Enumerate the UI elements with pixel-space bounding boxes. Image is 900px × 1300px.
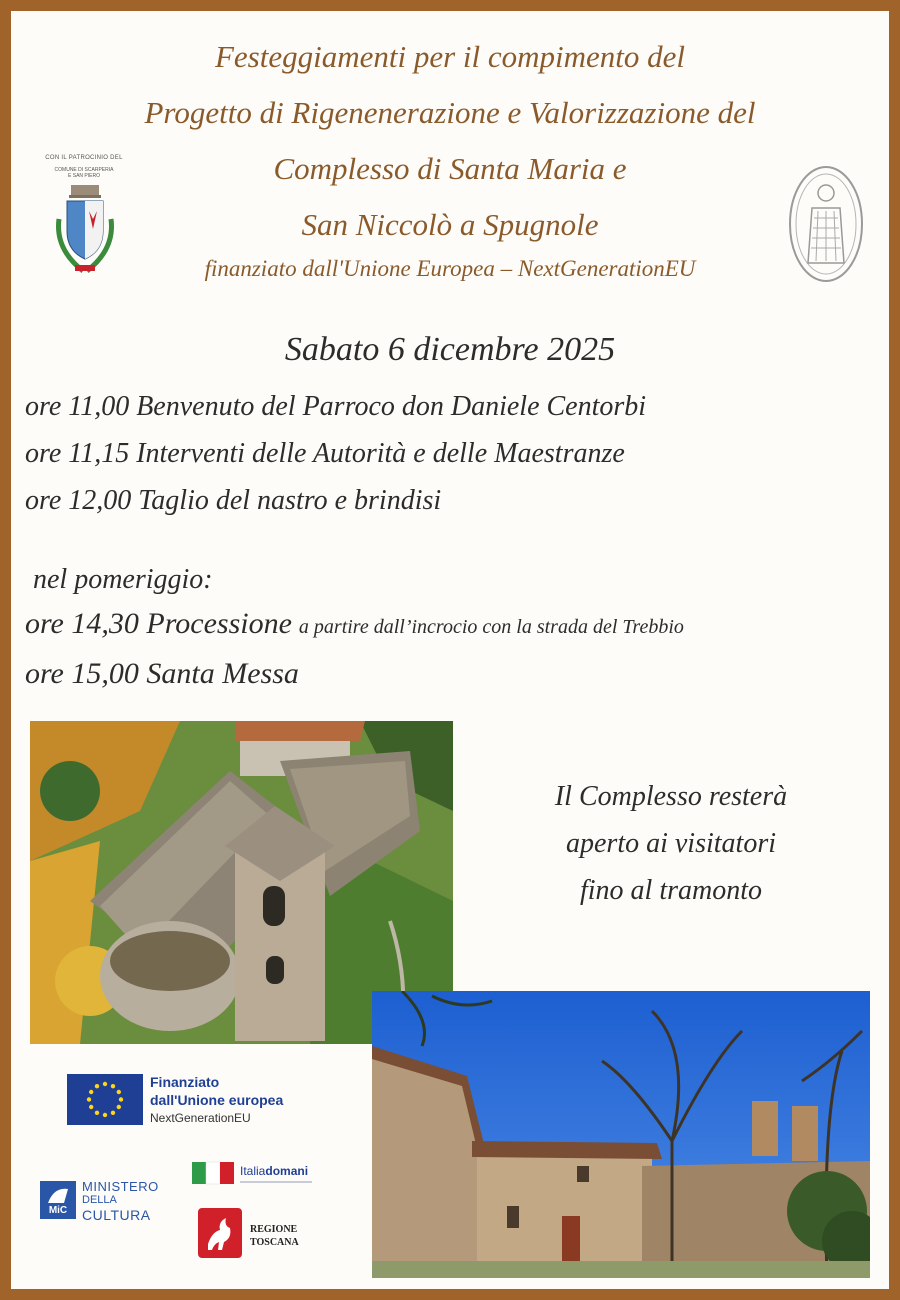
- event-date: Sabato 6 dicembre 2025: [284, 331, 616, 368]
- funding-line: finanziato dall'Unione Europea – NextGenerationEU: [204, 256, 696, 281]
- pegasus-icon: [198, 1208, 242, 1258]
- eu-line-2: dall'Unione europea: [150, 1092, 284, 1108]
- title-line-2: Progetto di Rigenenerazione e Valorizzazione del: [144, 95, 756, 130]
- eu-funding-logo: [67, 1074, 347, 1130]
- italia-flag-icon: [192, 1156, 236, 1188]
- mass-line: ore 15,00 Santa Messa: [25, 657, 299, 690]
- program-item-1200: ore 12,00 Taglio del nastro e brindisi: [25, 485, 442, 516]
- municipality-text: COMUNE DI SCARPERIA E SAN PIERO: [54, 167, 114, 179]
- regione-line-2: TOSCANA: [250, 1237, 299, 1248]
- afternoon-label: nel pomeriggio:: [33, 564, 213, 595]
- regione-line-1: REGIONE: [250, 1224, 298, 1235]
- visitors-note-line-2: aperto ai visitatori: [566, 828, 776, 859]
- italia-word: Italia: [240, 1164, 266, 1178]
- program-item-1100: ore 11,00 Benvenuto del Parroco don Daniele Centorbi: [25, 391, 647, 422]
- visitors-note-line-1: Il Complesso resterà: [554, 781, 788, 812]
- program-item-1500: [25, 657, 299, 691]
- parish-seal: [786, 163, 866, 285]
- eu-flag-icon: [67, 1074, 143, 1125]
- italia-domani-logo: [192, 1154, 332, 1194]
- patronage-text: CON IL PATROCINIO DEL: [45, 155, 123, 161]
- mic-logo: [40, 1177, 180, 1227]
- crest-icon: [29, 179, 139, 279]
- visitors-note-line-3: fino al tramonto: [579, 875, 762, 906]
- visitors-note: [521, 773, 821, 914]
- mic-figure-icon: [46, 1185, 70, 1205]
- italia-domani-subline: [240, 1181, 312, 1183]
- church-front-photo: [372, 991, 870, 1278]
- domani-word: domani: [265, 1164, 309, 1178]
- mic-line-3: CULTURA: [82, 1207, 151, 1223]
- mic-line-1: MINISTERO: [82, 1179, 159, 1194]
- italia-domani-text: [240, 1164, 308, 1178]
- title-line-3: Complesso di Santa Maria e: [273, 151, 627, 186]
- title-line-1: Festeggiamenti per il compimento del: [214, 39, 686, 74]
- seal-icon: [786, 163, 866, 285]
- eu-line-3: NextGenerationEU: [150, 1111, 251, 1125]
- mic-badge: MiC: [40, 1181, 76, 1219]
- church-front-image: [372, 991, 870, 1278]
- program-item-1430: [25, 607, 684, 641]
- procession-main: ore 14,30 Processione: [25, 607, 292, 640]
- title-line-4: San Niccolò a Spugnole: [301, 207, 599, 242]
- municipality-crest: [29, 155, 139, 283]
- procession-detail: a partire dall’incrocio con la strada del Trebbio: [298, 616, 684, 638]
- eu-line-1: Finanziato: [150, 1074, 220, 1090]
- program-item-1115: ore 11,15 Interventi delle Autorità e delle Maestranze: [25, 438, 625, 469]
- regione-toscana-logo: [198, 1208, 318, 1264]
- mic-line-2: DELLA: [82, 1194, 117, 1206]
